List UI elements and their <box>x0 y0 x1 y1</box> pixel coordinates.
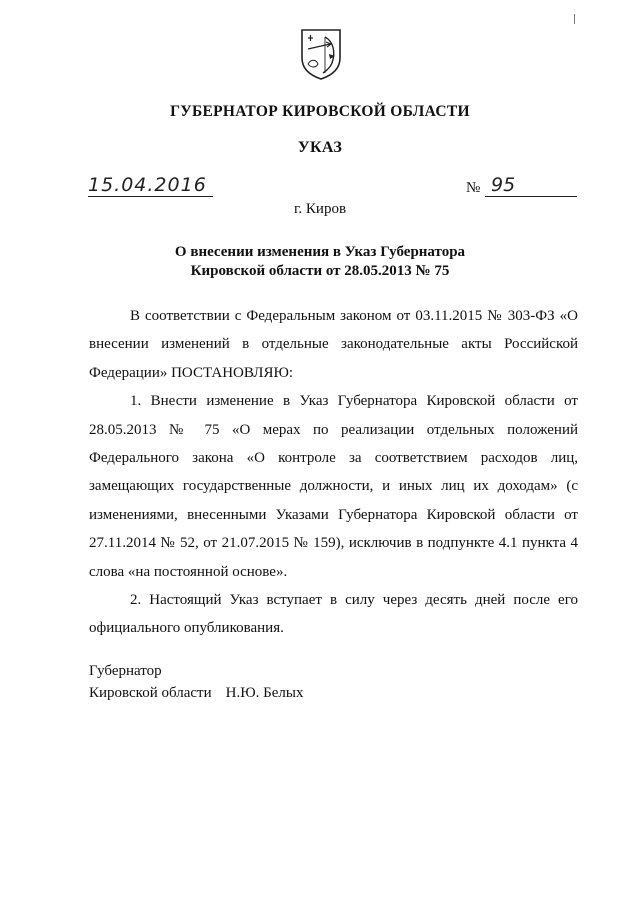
document-body <box>89 302 578 643</box>
number-label: № <box>466 180 481 196</box>
signature-block <box>89 660 303 704</box>
document-number: 95 <box>485 174 577 197</box>
document-subject <box>0 243 640 281</box>
issuer-title: ГУБЕРНАТОР КИРОВСКОЙ ОБЛАСТИ <box>170 103 470 120</box>
subject-line-2: Кировской области от 28.05.2013 № 75 <box>190 263 450 279</box>
corner-mark <box>574 14 575 24</box>
signatory-name: Н.Ю. Белых <box>225 685 304 701</box>
body-paragraph-item-2: 2. Настоящий Указ вступает в силу через десять дней после его официального опубликования. <box>89 592 578 637</box>
document-type: УКАЗ <box>297 139 343 156</box>
signatory-region: Кировской области <box>89 685 212 701</box>
document-date: 15.04.2016 <box>88 174 213 197</box>
coat-of-arms-icon <box>299 28 343 80</box>
body-paragraph-item-1: 1. Внести изменение в Указ Губернатора Кировской области от 28.05.2013 № 75 «О мерах по реализации отдельных положений Федерального закона «О контроле за соответствием расходов лиц, замещающих государственные должности, и иных лиц их доходам» (с изменениями, внесенными Указами Губернатора Кировской области от 27.11.2014 № 52, от 21.07.2015 № 159), исключив в подпункте 4.1 пункта 4 слова «на постоянной основе». <box>89 393 578 580</box>
document-city: г. Киров <box>293 201 347 217</box>
subject-line-1: О внесении изменения в Указ Губернатора <box>174 244 466 260</box>
signatory-position-line-1: Губернатор <box>89 663 162 679</box>
signatory-position-line-2 <box>89 682 303 704</box>
body-paragraph-preamble: В соответствии с Федеральным законом от 03.11.2015 № 303-ФЗ «О внесении изменений в отдельные законодательные акты Российской Федерации» ПОСТАНОВЛЯЮ: <box>89 308 578 381</box>
